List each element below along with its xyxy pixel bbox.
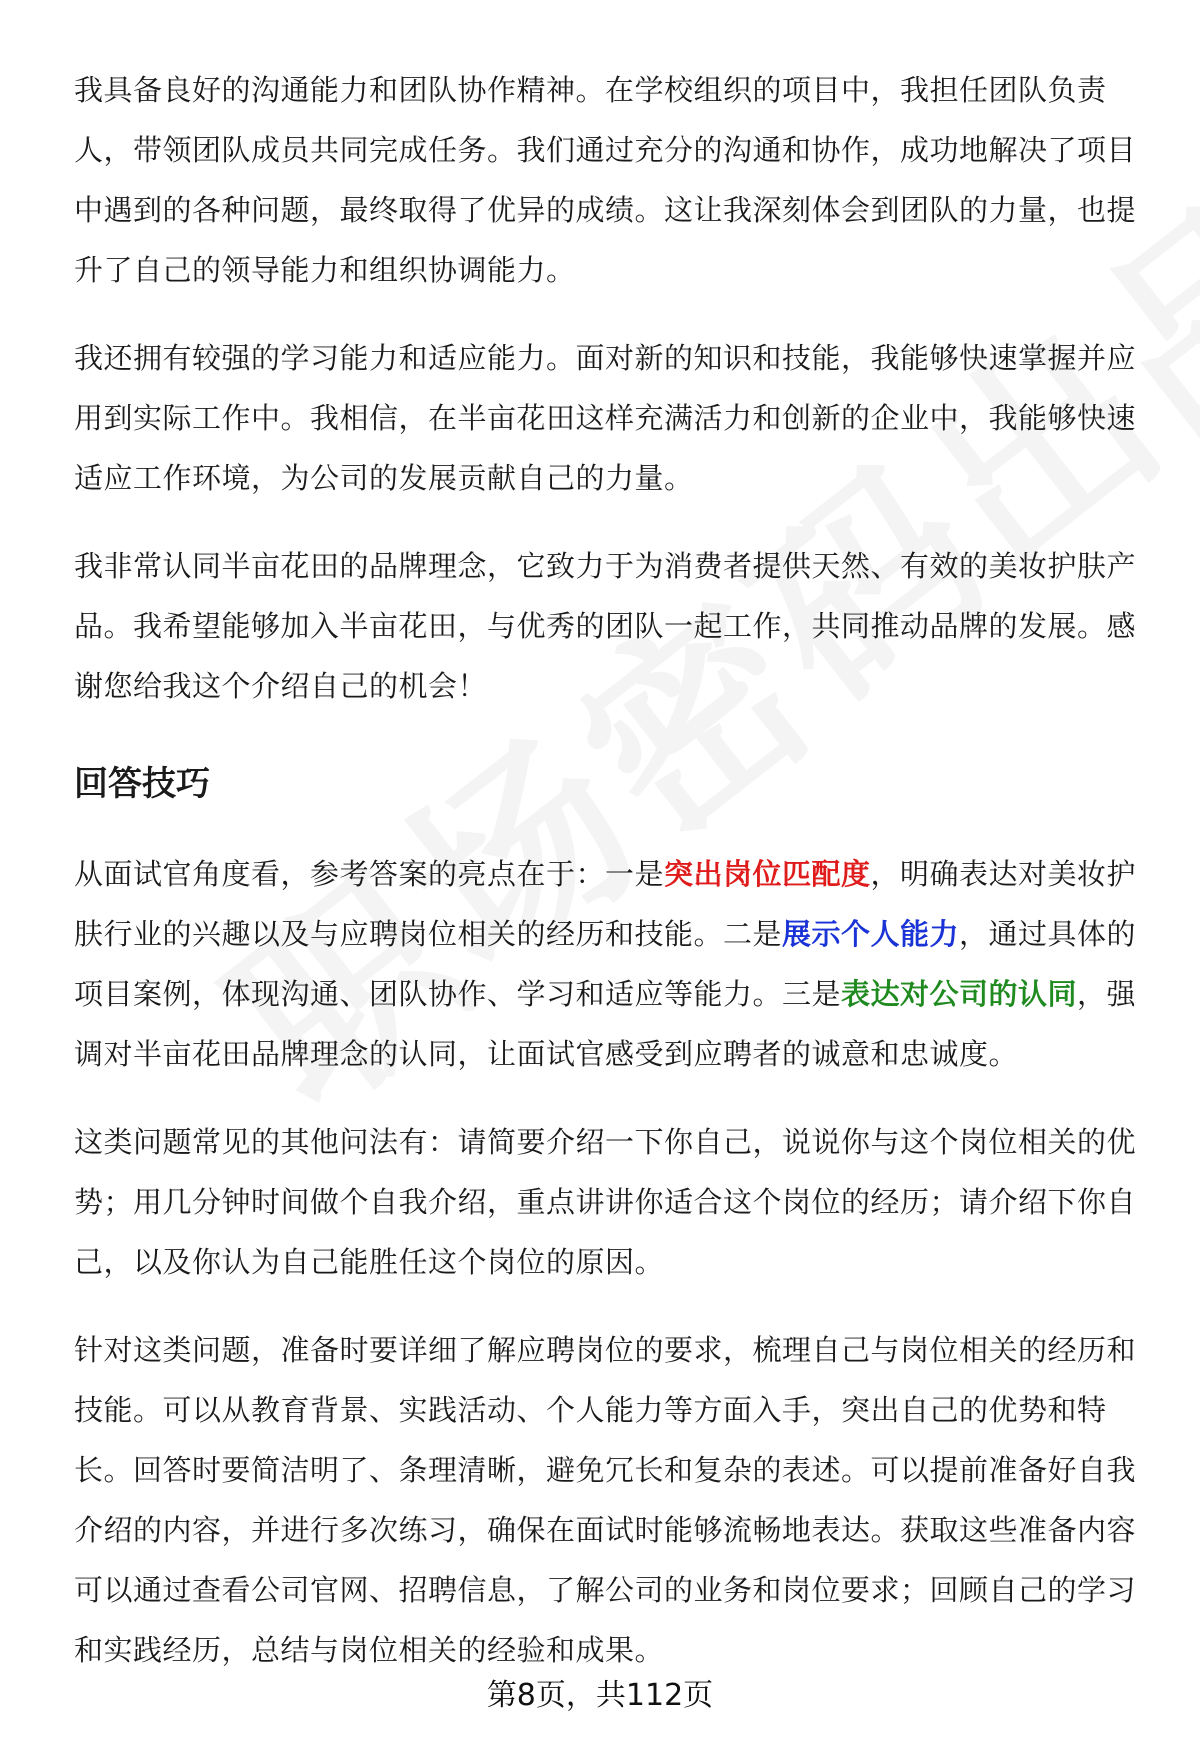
document-body (74, 60, 1146, 1680)
tips-text: ，通过具体的项目案例，体现沟通、团队协作、学习和适应等能力。三是 (74, 917, 1137, 1011)
highlight-personal-ability: 展示个人能力 (782, 917, 960, 951)
tips-text: ，明确表达对美妆护肤行业的兴趣以及与应聘岗位相关的经历和技能。二是 (74, 857, 1137, 951)
tips-text: ，强调对半亩花田品牌理念的认同，让面试官感受到应聘者的诚意和忠诚度。 (74, 977, 1137, 1071)
paragraph-learning: 我还拥有较强的学习能力和适应能力。面对新的知识和技能，我能够快速掌握并应用到实际工作中。我相信，在半亩花田这样充满活力和创新的企业中，我能够快速适应工作环境，为公司的发展贡献自己的力量。 (74, 341, 1137, 495)
paragraph-teamwork: 我具备良好的沟通能力和团队协作精神。在学校组织的项目中，我担任团队负责人，带领团队成员共同完成任务。我们通过充分的沟通和协作，成功地解决了项目中遇到的各种问题，最终取得了优异的成绩。这让我深刻体会到团队的力量，也提升了自己的领导能力和组织协调能力。 (74, 73, 1137, 287)
paragraph-brand: 我非常认同半亩花田的品牌理念，它致力于为消费者提供天然、有效的美妆护肤产品。我希望能够加入半亩花田，与优秀的团队一起工作，共同推动品牌的发展。感谢您给我这个介绍自己的机会！ (74, 549, 1137, 703)
highlight-company-recognition: 表达对公司的认同 (841, 977, 1078, 1011)
tips-text: 从面试官角度看，参考答案的亮点在于：一是 (74, 857, 665, 891)
highlight-job-fit: 突出岗位匹配度 (664, 857, 871, 891)
paragraph-preparation: 针对这类问题，准备时要详细了解应聘岗位的要求，梳理自己与岗位相关的经历和技能。可以从教育背景、实践活动、个人能力等方面入手，突出自己的优势和特长。回答时要简洁明了、条理清晰，避免冗长和复杂的表述。可以提前准备好自我介绍的内容，并进行多次练习，确保在面试时能够流畅地表达。获取这些准备内容可以通过查看公司官网、招聘信息，了解公司的业务和岗位要求；回顾自己的学习和实践经历，总结与岗位相关的经验和成果。 (74, 1333, 1137, 1667)
section-heading: 回答技巧 (74, 764, 210, 804)
page-number: 第8页，共112页 (486, 1678, 714, 1713)
paragraph-tips (74, 844, 1146, 1084)
paragraph-alt-questions: 这类问题常见的其他问法有：请简要介绍一下你自己，说说你与这个岗位相关的优势；用几分钟时间做个自我介绍，重点讲讲你适合这个岗位的经历；请介绍下你自己，以及你认为自己能胜任这个岗位的原因。 (74, 1125, 1137, 1279)
